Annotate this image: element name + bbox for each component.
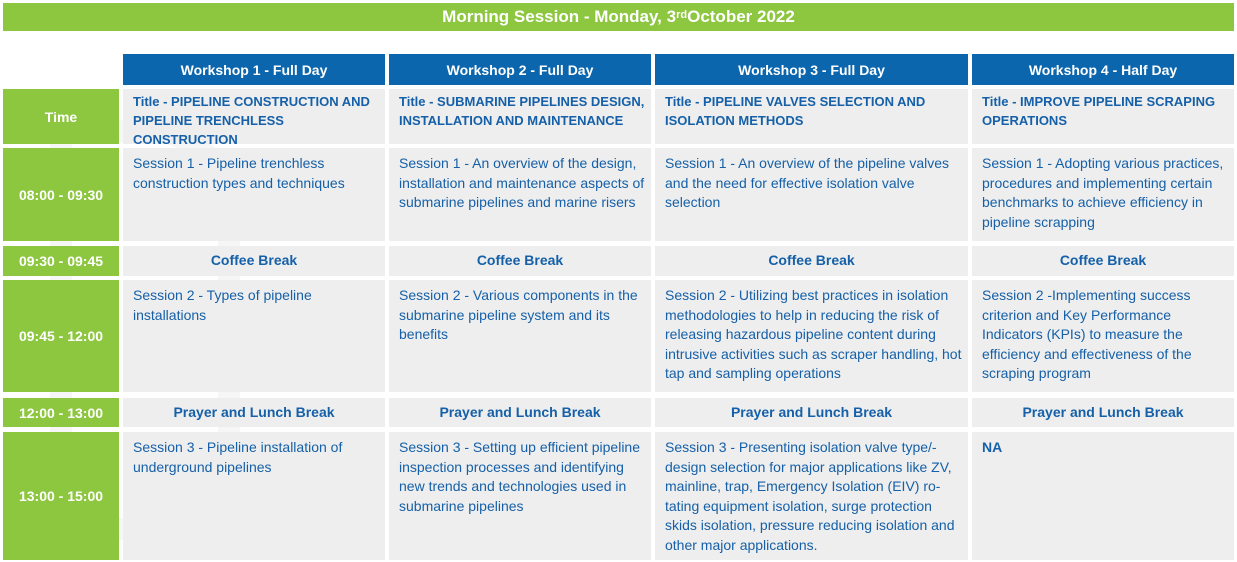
session-cell: Session 2 - Various components in the submarine pipeline system and its benefits (389, 280, 651, 392)
session-cell: Session 3 - Presenting isolation valve type/-design selection for major applications like ZV, mainline, trap, Emergency Isolation (EIV) ro-tating equipment isolation, surge protection skids isolation, pressure reducing isolation and other major applications. (655, 432, 968, 560)
time-slot-2: 09:30 - 09:45 (3, 246, 119, 276)
banner-rest: October 2022 (687, 7, 795, 26)
session-cell: Session 2 - Types of pipeline installations (123, 280, 385, 392)
workshop-4-title: Title - IMPROVE PIPELINE SCRAPING OPERATIONS (972, 89, 1234, 144)
lunch-break-cell: Prayer and Lunch Break (389, 398, 651, 427)
banner-ordinal: rd (676, 9, 688, 21)
session-cell: Session 1 - Pipeline trenchless construction types and techniques (123, 148, 385, 241)
time-slot-1: 08:00 - 09:30 (3, 148, 119, 241)
time-slot-3: 09:45 - 12:00 (3, 280, 119, 392)
session-cell: Session 3 - Setting up efficient pipeline inspection processes and identifying new trends and technologies used in submarine pipelines (389, 432, 651, 560)
session-cell: Session 1 - An overview of the pipeline valves and the need for effective isolation valve selection (655, 148, 968, 241)
not-applicable-cell: NA (972, 432, 1234, 560)
session-cell: Session 1 - Adopting various practices, procedures and implementing certain benchmarks to achieve efficiency in pipeline scrapping (972, 148, 1234, 241)
time-header: Time (3, 89, 119, 144)
workshop-4-header: Workshop 4 - Half Day (972, 54, 1234, 85)
workshop-3-title: Title - PIPELINE VALVES SELECTION AND ISOLATION METHODS (655, 89, 968, 144)
session-cell: Session 1 - An overview of the design, installation and maintenance aspects of submarine pipelines and marine risers (389, 148, 651, 241)
coffee-break-cell: Coffee Break (655, 246, 968, 276)
session-banner (3, 3, 1234, 31)
session-cell: Session 3 - Pipeline installation of underground pipelines (123, 432, 385, 560)
time-slot-5: 13:00 - 15:00 (3, 432, 119, 560)
lunch-break-cell: Prayer and Lunch Break (972, 398, 1234, 427)
lunch-break-cell: Prayer and Lunch Break (123, 398, 385, 427)
banner-prefix: Morning Session - Monday, 3 (442, 7, 677, 26)
workshop-1-header: Workshop 1 - Full Day (123, 54, 385, 85)
workshop-2-title: Title - SUBMARINE PIPELINES DESIGN, INSTALLATION AND MAINTENANCE (389, 89, 651, 144)
session-cell: Session 2 - Utilizing best practices in isolation methodologies to help in reducing the risk of releasing hazardous pipeline content during intrusive activities such as scraper handling, hot tap and sampling operations (655, 280, 968, 392)
workshop-2-header: Workshop 2 - Full Day (389, 54, 651, 85)
session-cell: Session 2 -Implementing success criterion and Key Performance Indicators (KPIs) to measure the efficiency and effectiveness of the scraping program (972, 280, 1234, 392)
coffee-break-cell: Coffee Break (123, 246, 385, 276)
coffee-break-cell: Coffee Break (389, 246, 651, 276)
workshop-3-header: Workshop 3 - Full Day (655, 54, 968, 85)
time-slot-4: 12:00 - 13:00 (3, 398, 119, 427)
workshop-1-title: Title - PIPELINE CONSTRUCTION AND PIPELINE TRENCHLESS CONSTRUCTION (123, 89, 385, 144)
coffee-break-cell: Coffee Break (972, 246, 1234, 276)
lunch-break-cell: Prayer and Lunch Break (655, 398, 968, 427)
